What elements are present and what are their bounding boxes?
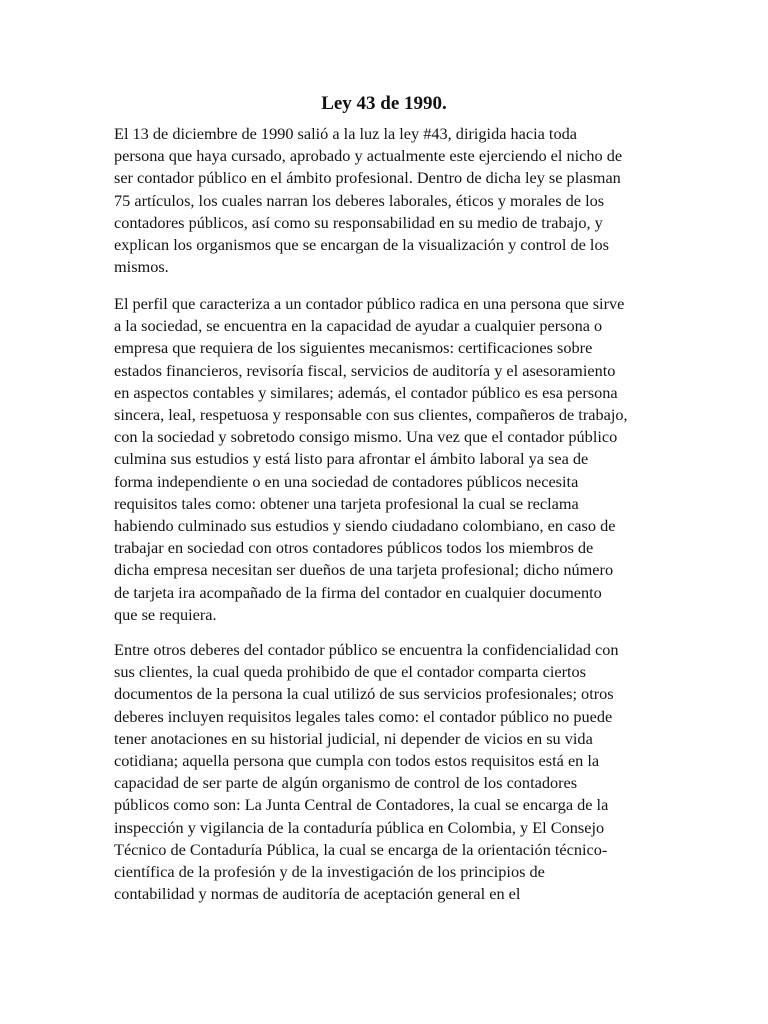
paragraph-line: El 13 de diciembre de 1990 salió a la luz la ley #43, dirigida hacia toda [114,124,577,143]
paragraph-line: El perfil que caracteriza a un contador público radica en una persona que sirve [114,294,625,313]
paragraph-line: capacidad de ser parte de algún organismo de control de los contadores [114,773,578,793]
paragraph-line: públicos como son: La Junta Central de Contadores, la cual se encarga de la [114,795,609,815]
paragraph-line: contabilidad y normas de auditoría de aceptación general en el [114,884,521,904]
paragraph-line: cotidiana; aquella persona que cumpla con todos estos requisitos está en la [114,751,600,771]
paragraph-line: forma independiente o en una sociedad de contadores públicos necesita [114,471,579,491]
paragraph-line: dicha empresa necesitan ser dueños de una tarjeta profesional; dicho número [114,560,614,580]
paragraph-line: empresa que requiera de los siguientes mecanismos: certificaciones sobre [114,338,593,358]
paragraph-line: en aspectos contables y similares; además, el contador público es esa persona [114,382,618,402]
paragraph-line: mismos. [114,257,169,277]
paragraph-line: científica de la profesión y de la investigación de los principios de [114,862,545,882]
paragraph-line: sincera, leal, respetuosa y responsable con sus clientes, compañeros de trabajo, [114,405,628,425]
paragraph-line: que se requiera. [114,604,217,624]
paragraph-line: inspección y vigilancia de la contaduría pública en Colombia, y El Consejo [114,817,605,837]
paragraph-line: de tarjeta ira acompañado de la firma del contador en cualquier documento [114,582,602,602]
paragraph-line: requisitos tales como: obtener una tarjeta profesional la cual se reclama [114,493,579,513]
paragraph-line: 75 artículos, los cuales narran los deberes laborales, éticos y morales de los [114,190,605,210]
paragraph-line: a la sociedad, se encuentra en la capacidad de ayudar a cualquier persona o [114,316,603,336]
paragraph-line: ser contador público en el ámbito profesional. Dentro de dicha ley se plasman [114,168,621,188]
paragraph-line: persona que haya cursado, aprobado y actualmente este ejerciendo el nicho de [114,146,623,166]
paragraph-line: tener anotaciones en su historial judicial, ni depender de vicios en su vida [114,728,593,748]
paragraph-line: culmina sus estudios y está listo para afrontar el ámbito laboral ya sea de [114,449,589,469]
paragraph-3 [114,639,694,905]
paragraph-2 [114,293,694,626]
paragraph-1 [114,123,694,278]
paragraph-line: deberes incluyen requisitos legales tales como: el contador público no puede [114,706,613,726]
paragraph-line: explican los organismos que se encargan de la visualización y control de los [114,235,609,255]
document-title: Ley 43 de 1990. [321,93,447,114]
paragraph-line: documentos de la persona la cual utilizó de sus servicios profesionales; otros [114,684,614,704]
paragraph-line: trabajar en sociedad con otros contadores públicos todos los miembros de [114,538,594,558]
paragraph-line: sus clientes, la cual queda prohibido de que el contador comparta ciertos [114,662,586,682]
paragraph-line: Técnico de Contaduría Pública, la cual se encarga de la orientación técnico- [114,839,608,859]
paragraph-line: contadores públicos, así como su responsabilidad en su medio de trabajo, y [114,212,603,232]
paragraph-line: con la sociedad y sobretodo consigo mismo. Una vez que el contador público [114,427,618,447]
paragraph-line: habiendo culminado sus estudios y siendo ciudadano colombiano, en caso de [114,516,616,536]
paragraph-line: estados financieros, revisoría fiscal, servicios de auditoría y el asesoramiento [114,360,616,380]
paragraph-line: Entre otros deberes del contador público se encuentra la confidencialidad con [114,640,619,659]
